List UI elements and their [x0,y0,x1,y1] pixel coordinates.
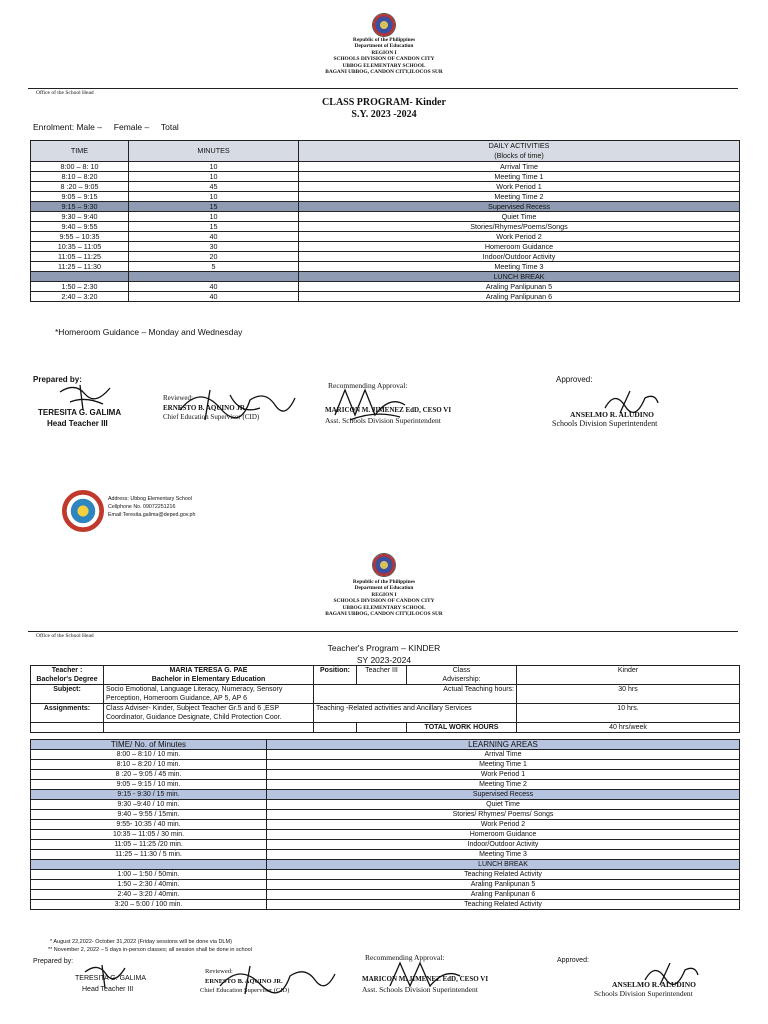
table-row: 2:40 – 3:20 40 Araling Panlipunan 6 [31,292,740,302]
letterhead-line: REGION I [371,591,397,598]
reviewed-label: Reviewed: [205,968,233,975]
approved-label: Approved: [557,957,589,964]
table-row: 9:55 – 10:35 40 Work Period 2 [31,232,740,242]
deped-seal-icon [372,553,396,577]
recommending-name: MARICON M. JIMENEZ EdD, CESO VI [325,406,452,414]
lunch-break-row: LUNCH BREAK [31,860,740,870]
letterhead-line: UBBOG ELEMENTARY SCHOOL [342,62,426,69]
reviewed-name: ERNESTO B. AQUINO JR. [163,404,247,412]
table-row: 11:25 – 11:30 5 Meeting Time 3 [31,262,740,272]
teachers-program-sy: SY 2023-2024 [356,655,412,665]
homeroom-note: *Homeroom Guidance – Monday and Wednesday [55,327,243,337]
table-row: 8:00 – 8:10 / 10 min. Arrival Time [31,750,740,760]
recommending-title: Asst. Schools Division Superintendent [362,985,478,994]
header-time-minutes: TIME/ No. of Minutes [31,740,267,750]
table-row: 9:55- 10:35 / 40 min. Work Period 2 [31,820,740,830]
recommending-title: Asst. Schools Division Superintendent [325,416,441,425]
reviewed-title: Chief Education Supervisor (CID) [163,413,260,421]
recommending-label: Recommending Approval: [328,381,408,390]
lunch-break-row: LUNCH BREAK [31,272,740,282]
subject-value: Socio Emotional, Language Literacy, Numeracy, Sensory Perception, Homeroom Guidance, AP 5, AP 6 [104,685,314,704]
deped-seal-icon [372,13,396,37]
letterhead-line: BAGANI UBBOG, CANDON CITY,ILOCOS SUR [325,611,443,618]
table-row: 8:10 – 8:20 10 Meeting Time 1 [31,172,740,182]
header-minutes: MINUTES [129,141,299,162]
letterhead-line: Republic of the Philippines [352,37,416,43]
approved-name: ANSELMO R. ALUDINO [612,980,696,989]
prepared-title: Head Teacher III [47,419,108,428]
approved-name: ANSELMO R. ALUDINO [570,410,654,419]
letterhead [0,579,768,617]
schedule-note-2: ** November 2, 2022 – 5 days in-person classes; all session shall be done in school [48,947,252,953]
table-row: 8:10 – 8:20 / 10 min. Meeting Time 1 [31,760,740,770]
assignments-label: Assignments: [31,704,104,723]
table-row: 9:30 –9:40 / 10 min. Quiet Time [31,800,740,810]
table-row: 11:05 – 11:25 20 Indoor/Outdoor Activity [31,252,740,262]
enrolment-line: Enrolment: Male – Female – Total [33,122,179,132]
related-activities-value: 10 hrs. [517,704,740,723]
teachers-program-info [30,665,740,733]
table-row: 8 :20 – 9:05 / 45 min. Work Period 1 [31,770,740,780]
teacher-name: MARIA TERESA G. PAE Bachelor in Elementary Education [104,666,314,685]
table-row: 2:40 – 3:20 / 40min. Araling Panlipunan 6 [31,890,740,900]
reviewed-label: Reviewed: [163,394,193,402]
related-activities-label: Teaching -Related activities and Ancillary Services [314,704,517,723]
contact-info [108,495,195,519]
position-value: Teacher III [357,666,407,685]
letterhead-line: SCHOOLS DIVISION OF CANDON CITY [333,598,435,605]
office-label: Office of the School Head [36,633,94,639]
table-row: 10:35 – 11:05 / 30 min. Homeroom Guidance [31,830,740,840]
subject-row [31,685,740,704]
contact-phone: Cellphone No. 09072251216 [108,504,176,510]
teachers-program-title: Teacher's Program – KINDER [327,643,441,653]
prepared-label: Prepared by: [33,375,82,384]
total-hours-label: TOTAL WORK HOURS [407,723,517,733]
total-hours-row [31,723,740,733]
table-row: 11:25 – 11:30 / 5 min. Meeting Time 3 [31,850,740,860]
letterhead-line: Department of Education [354,43,414,50]
table-row: 9:05 – 9:15 / 10 min. Meeting Time 2 [31,780,740,790]
subject-label: Subject: [31,685,104,704]
letterhead-line: Department of Education [354,585,414,592]
class-advisership-value: Kinder [517,666,740,685]
table-row: 1:50 – 2:30 / 40min. Araling Panlipunan 5 [31,880,740,890]
table-row: 9:15 - 9:30 / 15 min. Supervised Recess [31,790,740,800]
contact-email: Email:Teresita.galima@deped.gov.ph [108,512,196,518]
actual-hours-label: Actual Teaching hours: [314,685,517,704]
header-rule [28,88,738,89]
office-label: Office of the School Head [36,90,94,96]
contact-address: Address: Ubbog Elementary School [108,496,192,502]
class-program-title: CLASS PROGRAM- Kinder [322,97,446,108]
prepared-label: Prepared by: [33,958,74,965]
letterhead-line: REGION I [371,49,397,56]
table-row: 1:00 – 1:50 / 50min. Teaching Related Activity [31,870,740,880]
prepared-title: Head Teacher III [82,986,134,993]
schedule-note-1: * August 22,2022- October 31,2022 (Friday sessions will be done via DLM) [50,939,232,945]
table-header [31,740,740,750]
header-rule [28,631,738,632]
recommending-name: MARICON M. JIMENEZ EdD, CESO VI [362,975,489,983]
teacher-row [31,666,740,685]
table-row: 10:35 – 11:05 30 Homeroom Guidance [31,242,740,252]
actual-hours-value: 30 hrs [517,685,740,704]
approved-title: Schools Division Superintendent [552,419,658,428]
recommending-label: Recommending Approval: [365,953,445,962]
prepared-name: TERESITA G. GALIMA [38,408,122,417]
class-program-table [30,140,740,302]
learning-areas-table [30,739,740,910]
school-logo-icon [62,490,104,532]
table-row: 1:50 – 2:30 40 Araling Panlipunan 5 [31,282,740,292]
assignments-value: Class Adviser- Kinder, Subject Teacher Gr.5 and 6 ,ESP Coordinator, Guidance Designate, Child Protection Coor. [104,704,314,723]
approved-label: Approved: [556,375,593,384]
table-row: 8:00 – 8: 10 10 Arrival Time [31,162,740,172]
table-row: 8 :20 – 9:05 45 Work Period 1 [31,182,740,192]
table-header [31,141,740,162]
header-activities-label: DAILY ACTIVITIES [488,141,550,150]
assignments-row [31,704,740,723]
header-activities [299,141,740,162]
header-learning-areas: LEARNING AREAS [267,740,740,750]
table-row: 3:20 – 5:00 / 100 min. Teaching Related Activity [31,900,740,910]
class-advisership-label: Class Advisership: [407,666,517,685]
letterhead [0,37,768,75]
letterhead-line: BAGANI UBBOG, CANDON CITY,ILOCOS SUR [325,69,443,76]
header-time: TIME [31,141,129,162]
approved-title: Schools Division Superintendent [594,989,693,998]
school-year: S.Y. 2023 -2024 [351,109,417,120]
letterhead-line: Republic of the Philippines [352,579,416,585]
table-row: 11:05 – 11:25 /20 min. Indoor/Outdoor Activity [31,840,740,850]
reviewed-name: ERNESTO B. AQUINO JR. [205,978,283,985]
letterhead-line: SCHOOLS DIVISION OF CANDON CITY [333,56,435,63]
prepared-name: TERESITA G. GALIMA [75,975,147,982]
table-row: 9:30 – 9:40 10 Quiet Time [31,212,740,222]
teacher-label: Teacher : Bachelor's Degree [31,666,104,685]
letterhead-line: UBBOG ELEMENTARY SCHOOL [342,604,426,611]
header-activities-sub: (Blocks of time) [494,151,544,160]
table-row: 9:05 – 9:15 10 Meeting Time 2 [31,192,740,202]
total-hours-value: 40 hrs/week [517,723,740,733]
table-row: 9:15 – 9:30 15 Supervised Recess [31,202,740,212]
position-label: Position: [314,666,357,685]
reviewed-title: Chief Education Supervisor (CID) [200,987,290,994]
table-row: 9:40 – 9:55 / 15min. Stories/ Rhymes/ Poems/ Songs [31,810,740,820]
table-row: 9:40 – 9:55 15 Stories/Rhymes/Poems/Songs [31,222,740,232]
